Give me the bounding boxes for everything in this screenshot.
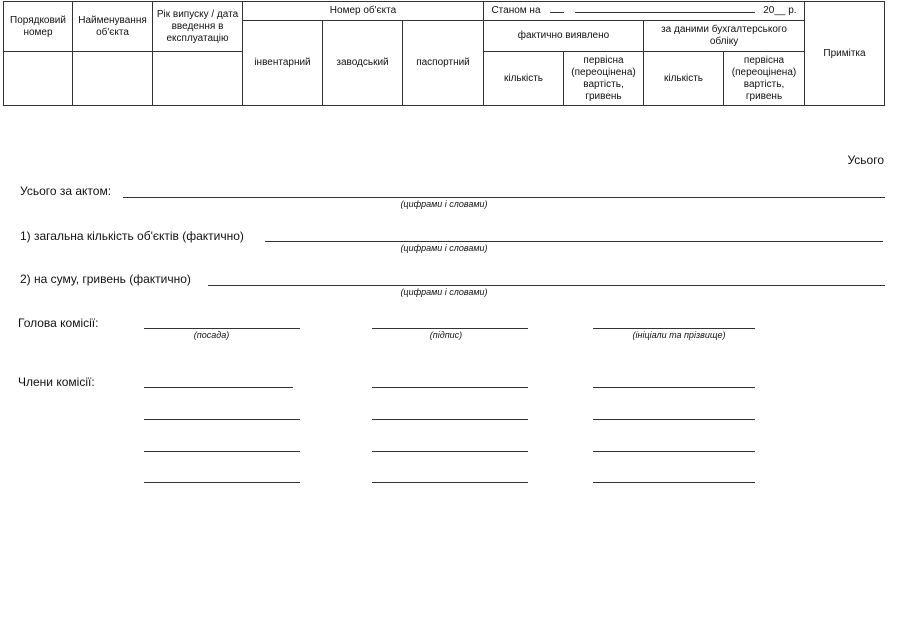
inventory-table <box>3 1 885 106</box>
empty-cell <box>4 52 73 106</box>
member-1-position-line[interactable] <box>144 387 293 388</box>
header-factory: заводський <box>323 21 403 106</box>
count-total-label: 1) загальна кількість об'єктів (фактично) <box>20 229 244 243</box>
member-1-signature-line[interactable] <box>372 387 528 388</box>
sum-total-line[interactable] <box>208 285 885 286</box>
act-total-label: Усього за актом: <box>20 184 112 198</box>
chairman-signature-line[interactable] <box>372 328 528 329</box>
member-1-name-line[interactable] <box>593 387 755 388</box>
empty-cell <box>153 52 243 106</box>
member-3-name-line[interactable] <box>593 451 755 452</box>
chairman-name-caption: (ініціали та прізвище) <box>632 330 726 340</box>
header-value-actual: первісна (переоцінена) вартість, гривень <box>564 52 644 106</box>
header-actually-found: фактично виявлено <box>484 21 644 52</box>
count-total-line[interactable] <box>265 241 883 242</box>
member-2-name-line[interactable] <box>593 419 755 420</box>
chairman-position-line[interactable] <box>144 328 300 329</box>
total-label: Усього <box>847 153 884 167</box>
act-total-caption: (цифрами і словами) <box>400 199 488 209</box>
member-2-position-line[interactable] <box>144 419 300 420</box>
header-note: Примітка <box>805 2 885 106</box>
count-total-caption: (цифрами і словами) <box>400 243 488 253</box>
header-quantity-actual: кількість <box>484 52 564 106</box>
header-passport: паспортний <box>403 21 484 106</box>
as-of-day-blank <box>550 12 564 13</box>
header-inventory: інвентарний <box>243 21 323 106</box>
header-value-accounting: первісна (переоцінена) вартість, гривень <box>724 52 805 106</box>
chairman-name-line[interactable] <box>593 328 755 329</box>
chairman-label: Голова комісії: <box>18 316 99 330</box>
sum-total-caption: (цифрами і словами) <box>400 287 488 297</box>
member-4-signature-line[interactable] <box>372 482 528 483</box>
header-per-accounting: за даними бухгалтерського обліку <box>644 21 805 52</box>
as-of-prefix: Станом на <box>491 5 541 16</box>
member-4-name-line[interactable] <box>593 482 755 483</box>
member-2-signature-line[interactable] <box>372 419 528 420</box>
member-4-position-line[interactable] <box>144 482 300 483</box>
header-object-name: Найменування об'єкта <box>73 2 153 52</box>
member-3-position-line[interactable] <box>144 451 300 452</box>
header-order-number: Порядковий номер <box>4 2 73 52</box>
members-label: Члени комісії: <box>18 375 95 389</box>
empty-cell <box>73 52 153 106</box>
sum-total-label: 2) на суму, гривень (фактично) <box>20 272 191 286</box>
header-as-of <box>484 2 805 21</box>
chairman-position-caption: (посада) <box>193 330 230 340</box>
header-object-number: Номер об'єкта <box>243 2 484 21</box>
header-quantity-accounting: кількість <box>644 52 724 106</box>
chairman-signature-caption: (підпис) <box>429 330 463 340</box>
member-3-signature-line[interactable] <box>372 451 528 452</box>
as-of-month-blank <box>575 12 755 13</box>
as-of-year: 20__ р. <box>763 5 797 16</box>
header-release-year: Рік випуску / дата введення в експлуатацію <box>153 2 243 52</box>
act-total-line[interactable] <box>123 197 885 198</box>
